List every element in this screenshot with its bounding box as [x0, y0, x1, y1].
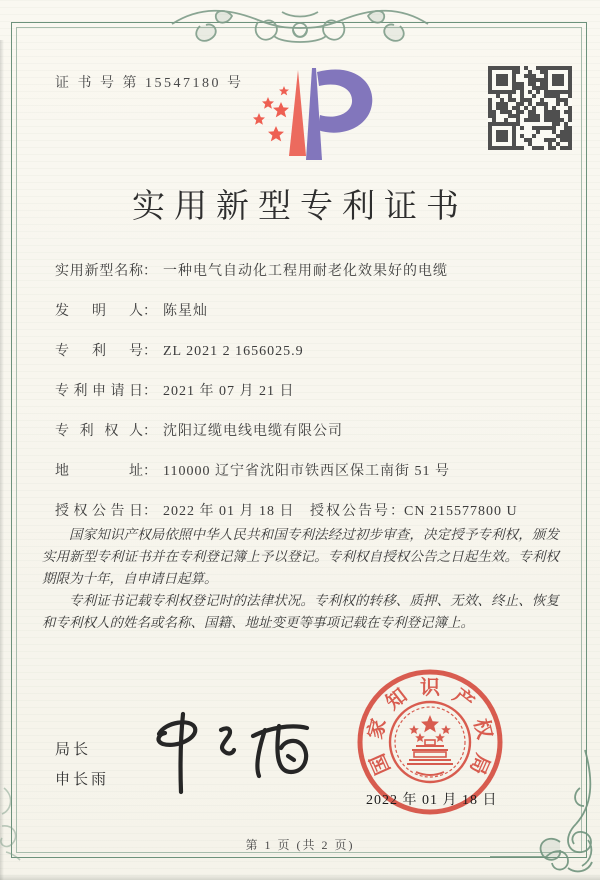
field-patentee: 专利权人： 沈阳辽缆电线电缆有限公司: [55, 420, 343, 440]
field-label: 专利号: [55, 344, 143, 359]
certificate-title: 实用新型专利证书: [132, 189, 468, 225]
legal-paragraph-1: 国家知识产权局依照中华人民共和国专利法经过初步审查，决定授予专利权，颁发实用新型专利证书并在专利登记簿上予以登记。专利权自授权公告之日起生效。专利权期限为十年，自申请日起算。: [42, 527, 559, 586]
legal-text: [42, 524, 559, 634]
commissioner-block: [55, 735, 109, 795]
field-address: 地址： 110000 辽宁省沈阳市铁西区保工南街 51 号: [55, 460, 450, 480]
field-value: 陈星灿: [163, 304, 208, 319]
commissioner-name: 申长雨: [55, 771, 110, 788]
field-label: 专利权人: [55, 424, 143, 439]
field-value: ZL 2021 2 1656025.9: [163, 344, 304, 359]
seal-date: 2022 年 01 月 18 日: [366, 793, 498, 808]
field-value: 110000 辽宁省沈阳市铁西区保工南街 51 号: [163, 464, 450, 479]
photo-edge-shadow-left: [0, 40, 4, 880]
seal-char: 国: [366, 750, 395, 778]
page-number: 第 1 页 (共 2 页): [245, 838, 355, 852]
field-grant-date: 授权公告日： 2022 年 01 月 18 日 授权公告号：CN 215577800 U: [55, 500, 295, 520]
seal-char: 家: [364, 716, 391, 742]
seal-char: 识: [420, 677, 440, 699]
seal-char: 局: [465, 750, 494, 778]
field-inventor: 发明人： 陈星灿: [55, 300, 208, 320]
commissioner-signature: [125, 700, 320, 805]
field-value: 2022 年 01 月 18 日: [163, 504, 295, 519]
field-value: 一种电气自动化工程用耐老化效果好的电缆: [163, 264, 448, 279]
seal-char: 知: [382, 684, 412, 715]
seal-char: 权: [469, 716, 496, 742]
certificate-number: 证 书 号 第 15547180 号: [55, 76, 244, 91]
seal-char: 产: [448, 684, 478, 715]
field-filing-date: 专利申请日： 2021 年 07 月 21 日: [55, 380, 295, 400]
field-list: [55, 260, 560, 520]
cnipa-ip-logo-icon: [232, 60, 388, 164]
qr-code: [488, 66, 572, 150]
commissioner-title: 局长: [55, 741, 92, 758]
field-label: 授权公告日: [55, 504, 143, 519]
top-border-ornament: [170, 0, 430, 52]
field-label: 实用新型名称: [55, 264, 143, 279]
field-patent-number: 专利号： ZL 2021 2 1656025.9: [55, 340, 304, 360]
field-label: 地址: [55, 464, 143, 479]
field-label: 专利申请日: [55, 384, 143, 399]
field-label: 发明人: [55, 304, 143, 319]
field-utility-name: 实用新型名称： 一种电气自动化工程用耐老化效果好的电缆: [55, 260, 448, 280]
legal-paragraph-2: 专利证书记载专利权登记时的法律状况。专利权的转移、质押、无效、终止、恢复和专利权人的姓名或名称、国籍、地址变更等事项记载在专利登记簿上。: [42, 593, 559, 630]
field-value: 2021 年 07 月 21 日: [163, 384, 295, 399]
field-value: 沈阳辽缆电线电缆有限公司: [163, 424, 343, 439]
field-grant-number: 授权公告号：CN 215577800 U: [310, 504, 518, 519]
